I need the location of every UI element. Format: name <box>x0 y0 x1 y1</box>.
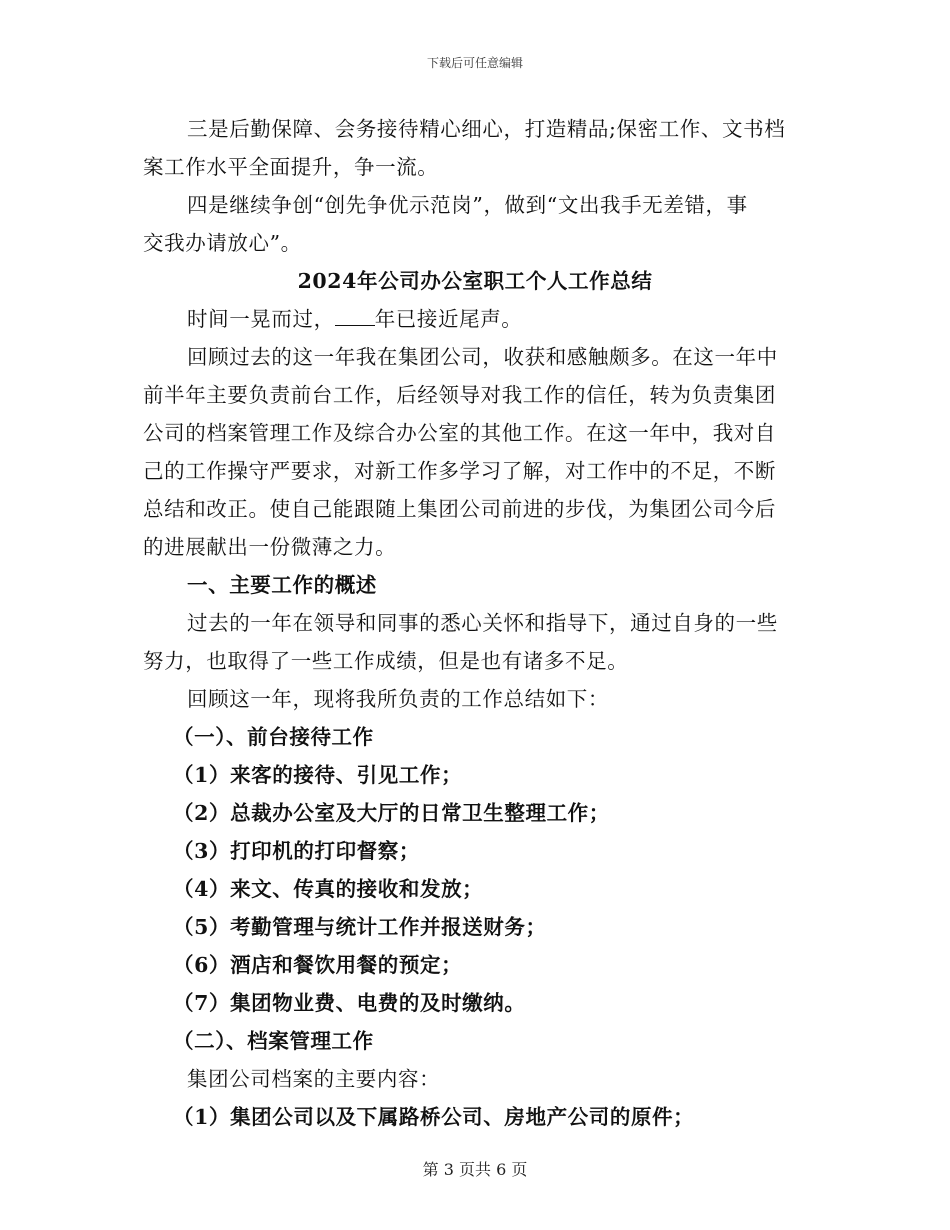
list-item: （1）集团公司以及下属路桥公司、房地产公司的原件； <box>173 1105 695 1129</box>
paragraph-line: 回顾这一年，现将我所负责的工作总结如下： <box>187 687 609 711</box>
paragraph-line: 过去的一年在领导和同事的悉心关怀和指导下，通过自身的一些 <box>187 611 778 635</box>
paragraph-line: 回顾过去的这一年我在集团公司，收获和感触颇多。在这一年中 <box>187 345 778 369</box>
list-item: （3）打印机的打印督察； <box>173 839 420 863</box>
paragraph-line <box>143 300 807 338</box>
text-fragment: 时间一晃而过， <box>187 307 335 331</box>
page-header-note: 下载后可任意编辑 <box>426 56 523 70</box>
paragraph-line: 的进展献出一份微薄之力。 <box>143 535 397 559</box>
paragraph-line: 公司的档案管理工作及综合办公室的其他工作。在这一年中，我对自 <box>143 421 776 445</box>
list-item: （4）来文、传真的接收和发放； <box>173 877 484 901</box>
paragraph-line: 交我办请放心”。 <box>143 231 302 255</box>
list-item: （2）总裁办公室及大厅的日常卫生整理工作； <box>173 801 610 825</box>
text-fragment: 年已接近尾声。 <box>374 307 523 331</box>
list-item: （7）集团物业费、电费的及时缴纳。 <box>173 991 526 1015</box>
list-item: （1）来客的接待、引见工作； <box>173 763 463 787</box>
paragraph-line: 集团公司档案的主要内容： <box>187 1067 441 1091</box>
subheading-archives: （二）、档案管理工作 <box>173 1029 374 1053</box>
paragraph-line: 己的工作操守严要求，对新工作多学习了解，对工作中的不足，不断 <box>143 459 776 483</box>
paragraph-line: 努力，也取得了一些工作成绩，但是也有诸多不足。 <box>143 649 629 673</box>
subheading-reception: （一）、前台接待工作 <box>173 725 374 749</box>
paragraph-line: 总结和改正。使自己能跟随上集团公司前进的步伐，为集团公司今后 <box>143 497 776 521</box>
section-title: 2024年公司办公室职工个人工作总结 <box>297 269 653 293</box>
heading-main-work: 一、主要工作的概述 <box>187 573 377 597</box>
paragraph-line: 四是继续争创“创先争优示范岗”，做到“文出我手无差错，事 <box>187 193 748 217</box>
page-footer: 第 3 页共 6 页 <box>422 1160 528 1179</box>
list-item: （6）酒店和餐饮用餐的预定； <box>173 953 463 977</box>
paragraph-line: 案工作水平全面提升，争一流。 <box>143 155 439 179</box>
document-body <box>143 110 807 1136</box>
paragraph-line: 三是后勤保障、会务接待精心细心，打造精品;保密工作、文书档 <box>187 117 786 141</box>
paragraph-line: 前半年主要负责前台工作，后经领导对我工作的信任，转为负责集团 <box>143 383 776 407</box>
fill-in-blank <box>335 307 375 326</box>
list-item: （5）考勤管理与统计工作并报送财务； <box>173 915 547 939</box>
